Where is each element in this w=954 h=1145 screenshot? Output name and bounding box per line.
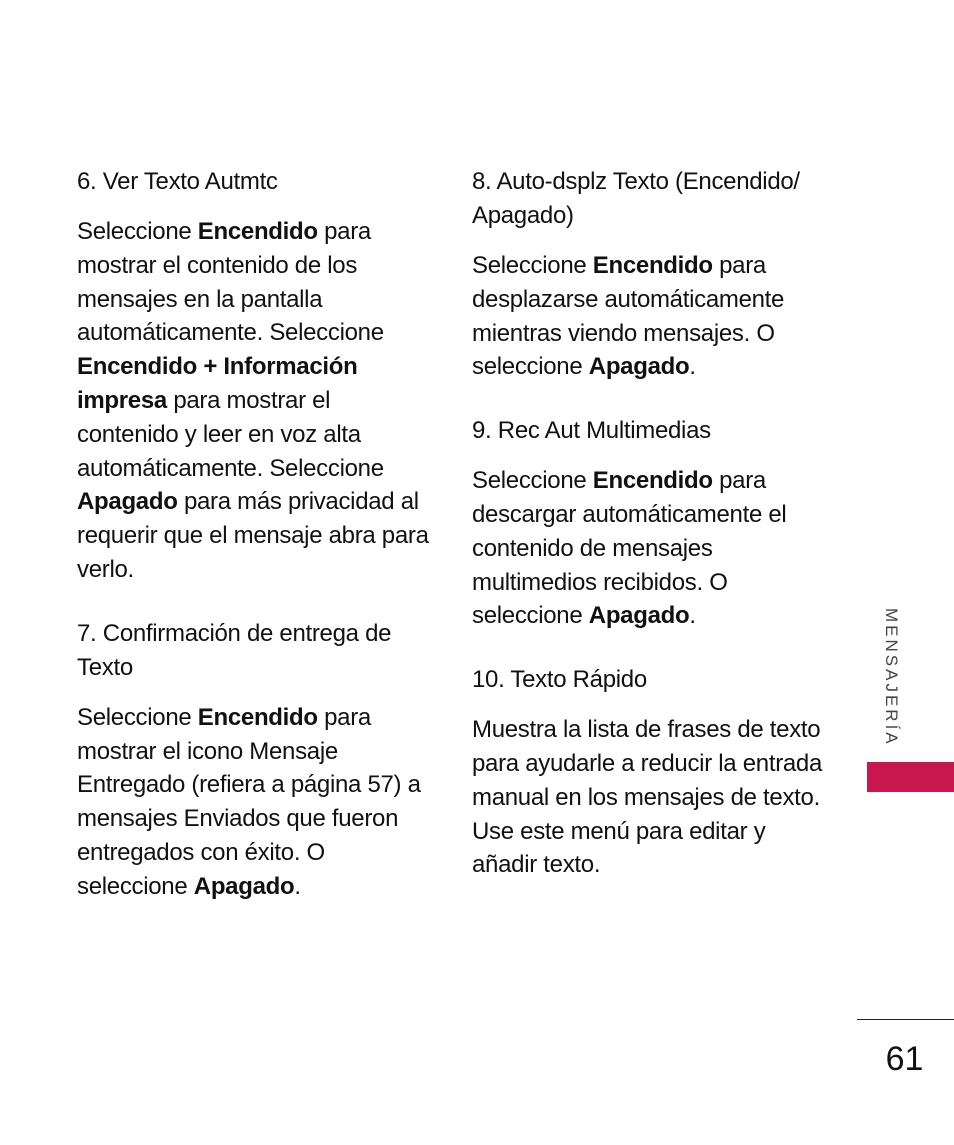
- section-rec-aut-multimedias: [472, 414, 824, 633]
- section-heading: 10. Texto Rápido: [472, 666, 647, 694]
- section-heading: 7. Confirmación de entrega de Texto: [77, 619, 392, 681]
- section-texto-rapido: [472, 663, 824, 882]
- right-column: [472, 165, 824, 882]
- section-paragraph: Seleccione Encendido para desplazarse automáticamente mientras viendo mensajes. O seleccione Apagado.: [472, 252, 785, 381]
- section-accent-bar: [867, 762, 954, 792]
- footer-rule: [857, 1019, 954, 1020]
- left-column: [77, 165, 429, 904]
- section-ver-texto-autmtc: [77, 165, 429, 587]
- section-auto-dsplz-texto: [472, 165, 824, 384]
- page-number: 61: [885, 1040, 924, 1078]
- section-paragraph: Seleccione Encendido para descargar automáticamente el contenido de mensajes multimedios recibidos. O seleccione Apagado.: [472, 467, 787, 630]
- section-paragraph: Seleccione Encendido para mostrar el contenido de los mensajes en la pantalla automáticamente. Seleccione Encendido + Información impresa para mostrar el contenido y leer en voz alta automáticamente. Seleccione Apagado para más privacidad al requerir que el mensaje abra para verlo.: [77, 218, 429, 583]
- side-tab-label: MENSAJERÍA: [882, 608, 901, 747]
- section-confirmacion-entrega: [77, 617, 429, 904]
- section-paragraph: Muestra la lista de frases de texto para ayudarle a reducir la entrada manual en los mensajes de texto. Use este menú para editar y añadir texto.: [472, 716, 823, 879]
- section-paragraph: Seleccione Encendido para mostrar el icono Mensaje Entregado (refiera a página 57) a mensajes Enviados que fueron entregados con éxito. O seleccione Apagado.: [77, 703, 421, 900]
- section-heading: 8. Auto-dsplz Texto (Encendido/ Apagado): [472, 168, 800, 229]
- section-heading: 9. Rec Aut Multimedias: [472, 417, 711, 445]
- section-heading: 6. Ver Texto Autmtc: [77, 168, 278, 195]
